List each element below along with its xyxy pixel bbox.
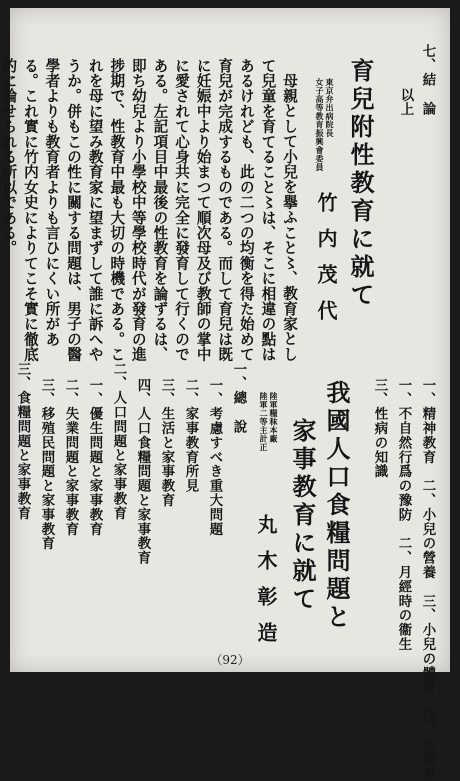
article2-author: 丸木彰造	[254, 514, 278, 658]
article2-section: 四、人口食糧問題と家事教育	[135, 378, 151, 566]
article1-topic-line: 一、精神教育 二、小兒の營養 三、小兒の體育 四、性教育	[420, 378, 436, 781]
article2-section: 三、移殖民問題と家事教育	[39, 378, 55, 551]
article2-section: 三、食糧問題と家事教育	[15, 362, 31, 521]
article1-author: 竹内茂代	[314, 192, 338, 336]
page	[0, 8, 450, 781]
conclusion-heading: 七、結 論	[420, 44, 436, 116]
article2-affil2: 陸軍二等主計正	[259, 392, 269, 452]
end-mark: 以上	[398, 88, 414, 117]
article2-section: 一、考慮すべき重大問題	[207, 378, 223, 537]
article1-body	[0, 58, 300, 374]
article2-section: 三、生活と家事教育	[159, 378, 175, 508]
article2-affil1: 陸軍糧秣本廠	[269, 392, 279, 443]
article2-section: 二、人口問題と家事教育	[111, 362, 127, 521]
article2-section: 一、優生問題と家事教育	[87, 378, 103, 537]
article2-section: 一、總 說	[231, 362, 247, 434]
article1-topic-line: 一、不自然行爲の豫防 二、月經時の衞生	[396, 378, 412, 652]
article1-topic-line: 三、性病の知識	[372, 378, 388, 479]
article2-title-line1: 我國人口食糧問題と	[322, 380, 351, 632]
article2-section: 二、失業問題と家事教育	[63, 378, 79, 537]
article1-body-paragraph: 母親として小兒を擧ふこと〻、教育家として兒童を育てること〻は、そこに相違の點はあるけれども、此の二つの均衡を得た始めて育兒が完成するものである。而して育兒は既に妊娠中より始まつて順次母及び教師の掌中に愛されて心身共に完全に發育して行くのである。左記項目中最後の性教育を論ずるは、即ち幼兒より小學校中等學校時代が發育の進捗期で、性教育中最も大切の時機である。これを母に望み教育家に望まずして誰に訴へやうか。併もこの性に關する問題は、男子の醫學者よりも教育者よりも言ひにくい所がある。これ實に竹内女史によりてこそ實に徹底的に論せられる所以である。	[0, 58, 298, 362]
article1-affil2: 女子高等教育振興會委員	[315, 78, 325, 172]
article2-title-line2: 家事教育に就て	[288, 418, 317, 614]
article2-section: 二、家事教育所見	[183, 378, 199, 494]
page-number: （92）	[210, 653, 250, 667]
article1-title: 育兒附性教育に就て	[346, 58, 375, 310]
article1-affil1: 東京弁出病院長	[325, 78, 335, 138]
